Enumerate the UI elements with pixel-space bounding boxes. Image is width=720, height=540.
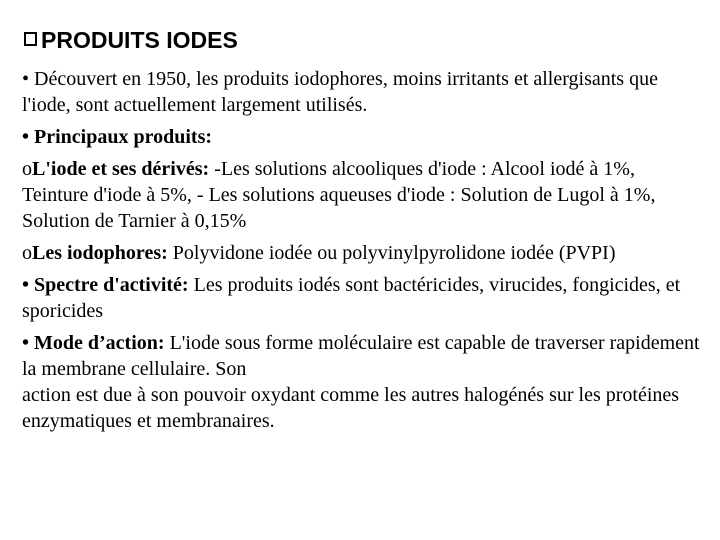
paragraph-spectrum	[22, 272, 702, 324]
paragraph-iodophores	[22, 240, 702, 266]
paragraph-label: Les iodophores:	[32, 242, 168, 264]
bullet: •	[22, 332, 35, 354]
paragraph-action-continued	[22, 382, 702, 434]
paragraph-text: -Les solutions alcooliques d'iode : Alcool iodé à 1%, Teinture d'iode à 5%, - Les solutions aqueuses d'iode : Solution de Lugol à 1%, Solution de Tarnier à 0,15%	[22, 158, 656, 232]
paragraph-mode-action	[22, 330, 702, 382]
slide-body	[22, 66, 702, 434]
paragraph-text: Les produits iodés sont bactéricides, virucides, fongicides, et sporicides	[22, 274, 681, 322]
paragraph-label: Spectre d'activité:	[34, 274, 189, 296]
bullet: •	[22, 274, 35, 296]
checkbox-bullet-icon	[24, 32, 37, 46]
paragraph-text: Découvert en 1950, les produits iodophores, moins irritants et allergisants que l'iode, sont actuellement largement utilisés.	[22, 68, 658, 116]
paragraph-label: Principaux produits:	[34, 126, 213, 148]
slide-title-text: PRODUITS IODES	[41, 27, 238, 53]
sub-bullet: o	[22, 242, 32, 264]
slide-title	[24, 26, 238, 54]
paragraph-label: L'iode et ses dérivés:	[32, 158, 210, 180]
bullet: •	[22, 68, 35, 90]
paragraph-text: action est due à son pouvoir oxydant comme les autres halogénés sur les protéines enzymatiques et membranaires.	[22, 384, 680, 432]
paragraph-main-products	[22, 124, 702, 150]
paragraph-text: L'iode sous forme moléculaire est capable de traverser rapidement la membrane cellulaire. Son	[22, 332, 700, 380]
paragraph-label: Mode d’action:	[34, 332, 165, 354]
paragraph-discovery	[22, 66, 702, 118]
bullet: •	[22, 126, 35, 148]
paragraph-iode-derives	[22, 156, 702, 234]
paragraph-text: Polyvidone iodée ou polyvinylpyrolidone iodée (PVPI)	[167, 242, 616, 264]
sub-bullet: o	[22, 158, 32, 180]
